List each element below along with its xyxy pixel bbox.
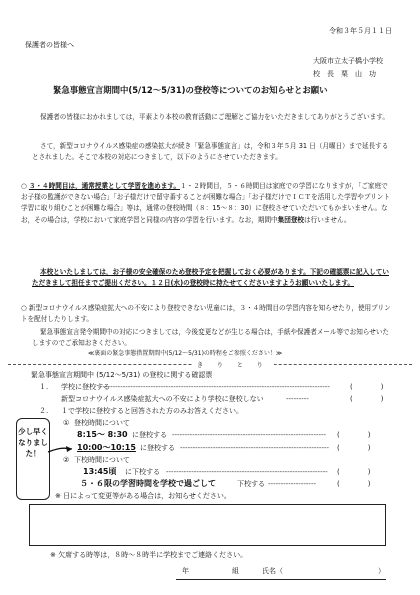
opt2-marker: ② xyxy=(63,456,70,464)
dismissal-time-2-answer[interactable]: ( ) xyxy=(337,480,371,488)
page-title: 緊急事態宣言期間中(5/12〜5/31)の登校等についてのお知らせとお願い xyxy=(53,85,328,95)
remote-learning-text: 新型コロナウイルス感染症拡大への不安により登校できない児童には，３・４時間目の学習内容を知らせたり，使用プリントを配付したりします。 xyxy=(21,304,391,324)
sign-name-label: 氏名（ xyxy=(262,567,283,575)
dismissal-time-1: 13:45頃 xyxy=(83,467,117,476)
arrival-time-2: 10:00～10:15 xyxy=(77,443,136,452)
q1-not-attend-answer[interactable]: ( ) xyxy=(350,395,384,403)
leader-line: ------------------------------------------------------------- xyxy=(172,431,327,439)
q1-option-attend: 学校に登校する xyxy=(61,383,110,391)
leader-line: --------- xyxy=(286,395,309,403)
form-title: 緊急事態宣言期間中 (5/12〜5/31) の登校に関する確認票 xyxy=(31,371,213,379)
dismissal-time-1-suffix: に下校する xyxy=(125,468,160,476)
cut-line-label: き り と り xyxy=(192,360,274,369)
arrowhead-icon xyxy=(66,446,72,452)
leader-line: ----------------------------------------------------------- xyxy=(180,444,330,452)
notice-paragraph: 緊急事態宣言発令期間中の対応につきましては，今後変更などが生じる場合は，手紙や保護者メール等でお知らせいたしますのでご承知おきください。 xyxy=(32,328,390,348)
q1-option-not-attend: 新型コロナウイルス感染症拡大への不安により学校に登校しない xyxy=(61,395,264,403)
extension-paragraph: さて，新型コロナウイルス感染症の感染拡大が続き「緊急事態宣言」は，令和３年５月 31 日（月曜日）まで延長するとされました。そこで本校の対応につきまして，以下のようにさせていただきます。 xyxy=(32,142,389,162)
principal-name: 校 長 栗 山 功 xyxy=(313,70,376,78)
q1-attend-answer[interactable]: ( ) xyxy=(350,383,384,391)
sign-class-label: 組 xyxy=(232,567,239,575)
bullet-mark: ○ xyxy=(21,304,27,312)
recipient: 保護者の皆様へ xyxy=(25,41,74,49)
arrival-time-1: 8:15～ 8:30 xyxy=(77,430,128,439)
arrival-time-2-answer[interactable]: ( ) xyxy=(337,444,371,452)
class-schedule-text: １・２時間目，５・６時間目は家庭での学習になりますが，「ご家庭でお子様の監護ができない場合」「お子様だけで留守番することが困難な場合」「お子様だけでＩＣＴを活用した学習やプリント学習に取り組むことが困難な場合」等は，通常の登校時間（８：15～８：30）に登校させていただいてもかまいません。なお，その場合は，学校において家庭学習と同様の内容の学習を行います。なお，期間中 xyxy=(21,182,390,224)
group-commute-emphasis: 集団登校 xyxy=(277,215,305,224)
arrival-time-1-answer[interactable]: ( ) xyxy=(337,431,371,439)
sign-name-close: ） xyxy=(378,567,385,575)
date: 令和３年５月１１日 xyxy=(329,27,392,35)
schedule-change-note: ※ 日によって変更等がある場合は，お知らせください。 xyxy=(55,492,231,500)
greeting-paragraph: 保護者の皆様におかれましては，平素より本校の教育活動にご理解とご協力をいただきましてありがとうございます。 xyxy=(40,113,389,121)
dismissal-time-2-suffix: 下校する xyxy=(237,480,265,488)
opt2-label: 下校時間について xyxy=(74,456,130,464)
leader-line: ---------------------------------------------------------------- xyxy=(166,468,328,476)
q1-number: １. xyxy=(39,383,49,391)
dismissal-time-1-answer[interactable]: ( ) xyxy=(337,468,371,476)
dismissal-time-2: ５・６限の学習時間を学校で過ごして xyxy=(80,479,216,488)
arrival-time-2-suffix: に登校する xyxy=(140,444,175,452)
sign-year-label: 年 xyxy=(182,567,189,575)
q2-intro: １で学校に登校すると回答された方のみお答えください。 xyxy=(61,407,243,415)
reverse-side-note: ≪裏面の緊急事態措置期間中(5/12〜5/31)の時程をご参照ください！≫ xyxy=(88,350,283,357)
submission-request: 本校といたしましては，お子様の安全確保のため登校予定を把握しておく必要があります。下記の確認票に記入していただきまして担任までご提出ください。１２日(水)の登校時に持たせてくださいますようお願いいたします。 xyxy=(32,268,389,288)
opt1-label: 登校時間について xyxy=(74,419,130,427)
class-schedule-emphasis: ３・４時間目は，通常授業として学習を進めます。 xyxy=(28,182,181,190)
leader-line: ------------------------------------------------------------------------------------------- xyxy=(100,383,330,391)
q2-number: ２. xyxy=(39,407,49,415)
leader-line: ------------------- xyxy=(268,480,316,488)
class-schedule-tail: は行いません。 xyxy=(304,215,351,224)
bullet-mark: ○ xyxy=(21,182,27,190)
absence-note: ※ 欠席する時等は，８時～８時半に学校までご連絡ください。 xyxy=(50,551,248,559)
annotation-text: 少し早く なりまし た！ xyxy=(18,427,48,459)
school-name: 大阪市立太子橋小学校 xyxy=(313,57,383,65)
arrival-time-1-suffix: に登校する xyxy=(132,431,167,439)
opt1-marker: ① xyxy=(63,419,70,427)
